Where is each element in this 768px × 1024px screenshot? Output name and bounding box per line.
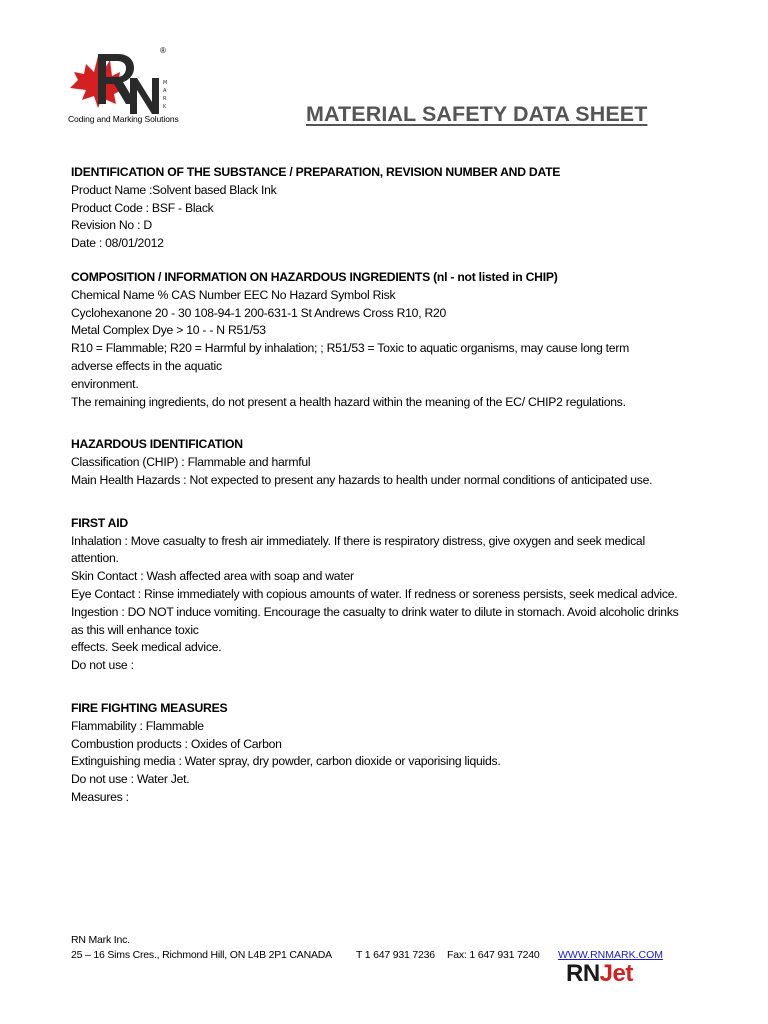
- text-line: Do not use : Water Jet.: [71, 772, 190, 787]
- section-identification: [71, 164, 711, 253]
- text-line: Ingestion : DO NOT induce vomiting. Encourage the casualty to drink water to dilute in stomach. Avoid alcoholic drinks as this will enhance toxic: [71, 604, 679, 637]
- text-line: Combustion products : Oxides of Carbon: [71, 736, 282, 751]
- website-link[interactable]: WWW.RNMARK.COM: [558, 949, 663, 961]
- product-name: Product Name :Solvent based Black Ink: [71, 182, 277, 197]
- phone-number: T 1 647 931 7236: [356, 949, 435, 961]
- rnjet-brand-logo: [566, 960, 633, 988]
- text-line: R10 = Flammable; R20 = Harmful by inhalation; ; R51/53 = Toxic to aquatic organisms, may cause long term adverse effects in the aquatic: [71, 341, 630, 373]
- fax-number: Fax: 1 647 931 7240: [447, 949, 540, 961]
- logo-tagline: Coding and Marking Solutions: [68, 114, 179, 124]
- text-line: Measures :: [71, 789, 129, 804]
- text-line: Eye Contact : Rinse immediately with copious amounts of water. If redness or soreness persists, seek medical advice.: [71, 586, 678, 601]
- svg-text:A: A: [163, 88, 167, 94]
- text-line: The remaining ingredients, do not present a health hazard within the meaning of the EC/ CHIP2 regulations.: [71, 394, 626, 409]
- document-date: Date : 08/01/2012: [71, 236, 164, 251]
- svg-text:M: M: [163, 80, 168, 86]
- brand-rn: RN: [566, 960, 600, 987]
- brand-jet: Jet: [599, 960, 633, 987]
- text-line: Metal Complex Dye > 10 - - N R51/53: [71, 323, 266, 338]
- section-heading: HAZARDOUS IDENTIFICATION: [71, 437, 243, 452]
- document-title: MATERIAL SAFETY DATA SHEET: [306, 102, 648, 126]
- section-heading: FIRST AID: [71, 515, 128, 530]
- section-heading: COMPOSITION / INFORMATION ON HAZARDOUS INGREDIENTS (nl - not listed in CHIP): [71, 269, 558, 284]
- text-line: Main Health Hazards : Not expected to present any hazards to health under normal conditions of anticipated use.: [71, 472, 653, 487]
- text-line: Flammability : Flammable: [71, 718, 204, 733]
- product-code: Product Code : BSF - Black: [71, 200, 214, 215]
- text-line: Inhalation : Move casualty to fresh air immediately. If there is respiratory distress, give oxygen and seek medical attention.: [71, 533, 645, 566]
- section-fire-fighting: [71, 700, 711, 807]
- text-line: Extinguishing media : Water spray, dry powder, carbon dioxide or vaporising liquids.: [71, 754, 501, 769]
- text-line: Chemical Name % CAS Number EEC No Hazard Symbol Risk: [71, 287, 396, 302]
- section-hazard-identification: [71, 436, 711, 489]
- section-heading: FIRE FIGHTING MEASURES: [71, 700, 228, 715]
- svg-text:K: K: [163, 104, 167, 110]
- text-line: Do not use :: [71, 658, 134, 673]
- company-name: RN Mark Inc.: [71, 934, 130, 946]
- text-line: Cyclohexanone 20 - 30 108-94-1 200-631-1 St Andrews Cross R10, R20: [71, 305, 447, 320]
- revision-number: Revision No : D: [71, 218, 152, 233]
- company-address: 25 – 16 Sims Cres., Richmond Hill, ON L4B 2P1 CANADA: [71, 949, 332, 961]
- text-line: Skin Contact : Wash affected area with soap and water: [71, 569, 354, 584]
- section-heading: IDENTIFICATION OF THE SUBSTANCE / PREPARATION, REVISION NUMBER AND DATE: [71, 165, 561, 179]
- section-first-aid: [71, 515, 711, 675]
- svg-text:R: R: [163, 96, 167, 102]
- registered-mark: ®: [160, 46, 166, 55]
- text-line: Classification (CHIP) : Flammable and harmful: [71, 455, 311, 470]
- document-body: [71, 164, 711, 807]
- rn-mark-logo: [68, 46, 188, 126]
- section-composition: [71, 269, 711, 411]
- maple-leaf-rn-icon: [68, 46, 178, 116]
- text-line: environment.: [71, 376, 139, 391]
- text-line: effects. Seek medical advice.: [71, 640, 222, 655]
